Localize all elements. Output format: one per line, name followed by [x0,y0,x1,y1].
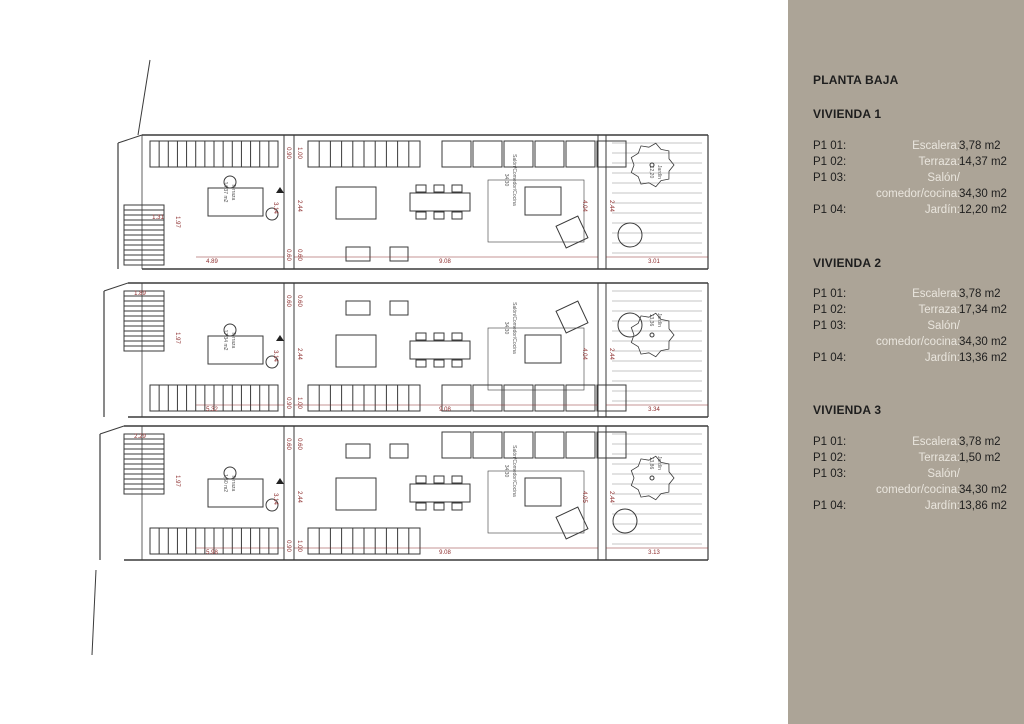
terrace-label: Terraza [230,474,236,492]
row-value: 1,50 m2 [959,452,1001,464]
plan-static-lines [92,60,150,655]
sink [346,301,370,315]
dining-table [410,484,470,502]
chair [416,185,426,192]
vivienda-2-row-jardin [813,352,1013,368]
chair [434,212,444,219]
salon-area: 34,30 [503,464,509,478]
row-value: 14,37 m2 [959,156,1007,168]
chair [452,360,462,367]
chair [434,476,444,483]
armchair [556,507,588,539]
dim-terrace-width: 5.32 [206,407,218,413]
cabinet [566,141,595,167]
dining-set [410,333,470,367]
row-label: comedor/cocina: [876,188,961,200]
row-label: Jardín: [924,500,960,512]
dim-col-mid: 2.44 [296,348,302,360]
garden-area: 12,20 [648,165,654,179]
cabinet [473,432,502,458]
cabinet [566,432,595,458]
row-code: P1 02: [813,156,847,168]
garden-label: Jardín [656,165,662,179]
dim-col-top: 0.60 [296,295,302,307]
vivienda-3-heading: VIVIENDA 3 [813,403,882,417]
salon-zone [488,471,584,533]
vivienda-3-row-jardin [813,500,1013,516]
garden-label: Jardín [656,456,662,470]
stair-flight-salon [308,528,420,554]
kitchen-island [336,187,376,219]
dim-col-bottom: 1.00 [296,540,302,552]
dining-set [410,185,470,219]
unit-2 [104,283,708,417]
dim-col-top: 1.00 [296,147,302,159]
sink [346,247,370,261]
dim-stair-width: 1.31 [152,215,164,221]
hob [390,444,408,458]
row-value: 34,30 m2 [959,484,1007,496]
salon-label: Salón/Comedor/Cocina [511,445,517,497]
cabinet [442,432,471,458]
row-label: Jardín: [924,352,960,364]
row-label: Terraza: [918,156,960,168]
vivienda-2-row-salon-cont [813,336,1013,352]
row-code: P1 01: [813,436,847,448]
vivienda-2-row-escalera [813,288,1013,304]
row-code: P1 03: [813,468,847,480]
vivienda-3-row-escalera [813,436,1013,452]
chair [452,503,462,510]
dim-stair-width: 1.89 [134,291,146,297]
row-value: 13,86 m2 [959,500,1007,512]
terrace-steps [124,434,164,494]
row-label: Salón/ [927,320,960,332]
terrace-area: 1,50 m2 [222,473,228,493]
units-layer [100,135,708,560]
stair-flight-salon [308,141,420,167]
dim-terrace-height: 3.14 [272,493,278,505]
dining-table [410,193,470,211]
dim-col-mid: 2.44 [296,491,302,503]
dim-door-top: 0.60 [285,438,291,450]
shrub [618,313,642,337]
dim-door-bottom: 0.60 [285,249,291,261]
row-value: 3,78 m2 [959,436,1001,448]
chair [452,185,462,192]
row-label: Salón/ [927,172,960,184]
vivienda-1-row-terraza [813,156,1013,172]
garden-label: Jardín [656,313,662,327]
salon-label: Salón/Comedor/Cocina [511,154,517,206]
cabinet [504,385,533,411]
dim-door-bottom: 0.90 [285,540,291,552]
row-value: 34,30 m2 [959,336,1007,348]
row-label: Escalera: [912,140,960,152]
row-label: Salón/ [927,468,960,480]
dim-garden-width: 3.34 [648,407,660,413]
salon-label: Salón/Comedor/Cocina [511,302,517,354]
vivienda-1-heading: VIVIENDA 1 [813,107,882,121]
dim-garden-width: 3.13 [648,550,660,556]
unit-wall-slant [104,283,128,291]
chair [434,503,444,510]
vivienda-3-row-salon-cont [813,484,1013,500]
vivienda-2-row-salon [813,320,1013,336]
dim-salon-width: 9.08 [439,407,451,413]
cabinet [535,141,564,167]
terrace-label: Terraza [230,183,236,201]
row-code: P1 04: [813,500,847,512]
vivienda-1-row-jardin [813,204,1013,220]
vivienda-2-row-terraza [813,304,1013,320]
chair [434,360,444,367]
dim-garden-height: 2.44 [608,200,614,212]
dim-door-top: 0.60 [285,295,291,307]
cabinet [473,385,502,411]
row-label: Terraza: [918,304,960,316]
row-label: comedor/cocina: [876,336,961,348]
kitchen-island [336,335,376,367]
cabinet [566,385,595,411]
terrace-area: 17,34 m2 [222,329,228,351]
cabinet [504,432,533,458]
dim-stair-height: 1.97 [174,332,180,344]
dim-stair-height: 1.97 [174,216,180,228]
vivienda-3-row-terraza [813,452,1013,468]
dim-door-bottom: 0.90 [285,397,291,409]
unit-wall-slant [100,426,124,434]
terrace-area: 14,37 m2 [222,181,228,203]
row-code: P1 04: [813,204,847,216]
dim-terrace-width: 5.98 [206,550,218,556]
stair-flight-upper [150,141,278,167]
row-code: P1 02: [813,452,847,464]
coffee-table [525,187,561,215]
terrace-steps [124,291,164,351]
hob [390,301,408,315]
dim-col-top: 0.60 [296,438,302,450]
row-code: P1 04: [813,352,847,364]
terrace-label: Terraza [230,331,236,349]
chair [416,333,426,340]
vivienda-2-heading: VIVIENDA 2 [813,256,882,270]
panel-title: PLANTA BAJA [813,73,899,87]
unit-1 [118,135,708,269]
terrace-furniture [208,324,278,368]
site-boundary-bottom [92,570,96,655]
dim-terrace-height: 3.14 [272,350,278,362]
row-label: comedor/cocina: [876,484,961,496]
row-label: Jardín: [924,204,960,216]
salon-area: 34,30 [503,321,509,335]
terrace-furniture [208,467,278,511]
chair [452,333,462,340]
chair [416,503,426,510]
row-code: P1 03: [813,172,847,184]
salon-zone [488,180,584,242]
dim-stair-width: 2.29 [134,434,146,440]
site-boundary-top [138,60,150,135]
row-value: 3,78 m2 [959,140,1001,152]
dim-garden-height: 2.44 [608,348,614,360]
kitchen-island [336,478,376,510]
hob [390,247,408,261]
cabinet [535,385,564,411]
dim-salon-height: 4.04 [581,200,587,212]
row-value: 12,20 m2 [959,204,1007,216]
cabinet [535,432,564,458]
unit-3 [100,426,708,560]
area-summary-panel [788,0,1024,724]
row-label: Terraza: [918,452,960,464]
chair [452,212,462,219]
cabinet [597,385,626,411]
garden-area: 13,36 [648,313,654,327]
chair [434,185,444,192]
dim-col-bottom: 0.60 [296,249,302,261]
row-value: 17,34 m2 [959,304,1007,316]
dim-garden-width: 3.01 [648,259,660,265]
salon-area: 34,30 [503,173,509,187]
door-marker [276,335,284,341]
cabinet [442,141,471,167]
chair [452,476,462,483]
vivienda-1-row-salon-cont [813,188,1013,204]
tree-trunk [650,476,654,480]
coffee-table [525,335,561,363]
shrub [613,509,637,533]
row-code: P1 01: [813,140,847,152]
dim-salon-height: 4.05 [581,491,587,503]
salon-zone [488,328,584,390]
vivienda-1-row-escalera [813,140,1013,156]
unit-wall-slant [118,135,142,143]
dim-col-bottom: 1.00 [296,397,302,409]
cabinet [504,141,533,167]
row-value: 3,78 m2 [959,288,1001,300]
dim-col-mid: 2.44 [296,200,302,212]
terrace-furniture [208,176,278,220]
dim-terrace-width: 4.89 [206,259,218,265]
row-label: Escalera: [912,436,960,448]
row-value: 13,36 m2 [959,352,1007,364]
dim-terrace-height: 3.14 [272,202,278,214]
cabinet [473,141,502,167]
row-code: P1 01: [813,288,847,300]
garden-area: 13,86 [648,456,654,470]
armchair [556,216,588,248]
chair [416,476,426,483]
terrace-steps [124,205,164,265]
door-marker [276,478,284,484]
dining-set [410,476,470,510]
dim-salon-width: 9.08 [439,550,451,556]
chair [416,212,426,219]
coffee-table [525,478,561,506]
row-label: Escalera: [912,288,960,300]
row-value: 34,30 m2 [959,188,1007,200]
dim-salon-width: 9.08 [439,259,451,265]
row-code: P1 03: [813,320,847,332]
row-code: P1 02: [813,304,847,316]
tree-trunk [650,333,654,337]
chair [416,360,426,367]
vivienda-3-row-salon [813,468,1013,484]
dining-table [410,341,470,359]
dim-salon-height: 4.04 [581,348,587,360]
dim-garden-height: 2.44 [608,491,614,503]
sink [346,444,370,458]
dim-stair-height: 1.97 [174,475,180,487]
door-marker [276,187,284,193]
stair-flight-salon [308,385,420,411]
dim-door-top: 0.90 [285,147,291,159]
chair [434,333,444,340]
shrub [618,223,642,247]
vivienda-1-row-salon [813,172,1013,188]
